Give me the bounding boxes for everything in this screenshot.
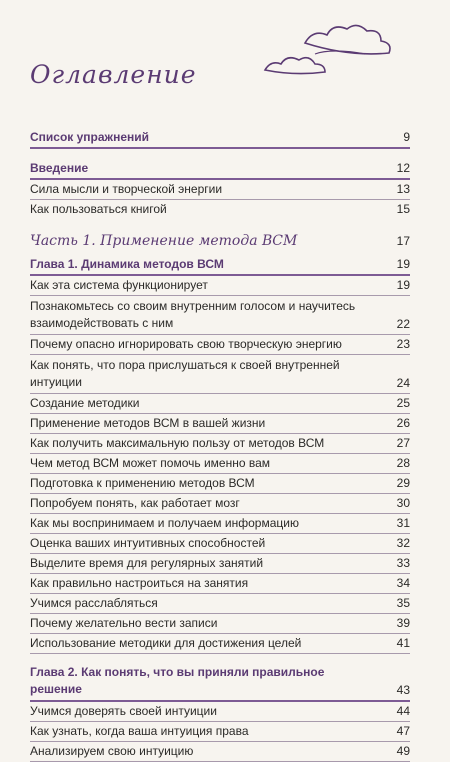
toc-entry-exercises[interactable] <box>30 128 410 149</box>
toc-entry-label: Как правильно настроиться на занятия <box>30 576 249 590</box>
toc-entry-label: Почему опасно игнорировать свою творческую энергию <box>30 337 342 351</box>
toc-entry[interactable] <box>30 276 410 296</box>
toc-entry-page: 13 <box>396 182 410 196</box>
toc-entry-label: Использование методики для достижения целей <box>30 636 302 650</box>
toc-entry-label: Как понять, что пора прислушаться к своей внутренней интуиции <box>30 358 340 389</box>
toc-entry-label: Выделите время для регулярных занятий <box>30 556 264 570</box>
toc-entry-page: 32 <box>396 536 410 550</box>
toc-entry-page: 28 <box>396 456 410 470</box>
toc-entry[interactable] <box>30 514 410 534</box>
toc-entry[interactable] <box>30 414 410 434</box>
table-of-contents <box>30 128 410 762</box>
cloud-doodle <box>245 8 445 88</box>
toc-entry-label: Как получить максимальную пользу от методов ВСМ <box>30 436 325 450</box>
toc-entry-page: 22 <box>396 317 410 331</box>
toc-entry[interactable] <box>30 296 410 335</box>
toc-entry-label: Создание методики <box>30 396 140 410</box>
toc-entry-label: Анализируем свою интуицию <box>30 744 194 758</box>
toc-entry-label: Подготовка к применению методов ВСМ <box>30 476 255 490</box>
toc-entry[interactable] <box>30 702 410 722</box>
toc-entry-label: Список упражнений <box>30 130 149 144</box>
toc-entry[interactable] <box>30 574 410 594</box>
toc-entry[interactable] <box>30 180 410 200</box>
toc-entry-page: 30 <box>396 496 410 510</box>
toc-entry[interactable] <box>30 594 410 614</box>
toc-part-page: 17 <box>396 234 410 248</box>
toc-entry[interactable] <box>30 394 410 414</box>
toc-entry-page: 34 <box>396 576 410 590</box>
toc-entry[interactable] <box>30 434 410 454</box>
toc-entry-label: Учимся доверять своей интуиции <box>30 704 217 718</box>
toc-chapter-1[interactable] <box>30 255 410 276</box>
toc-entry-label: Сила мысли и творческой энергии <box>30 182 223 196</box>
toc-entry[interactable] <box>30 494 410 514</box>
toc-entry[interactable] <box>30 634 410 654</box>
toc-entry-label: Попробуем понять, как работает мозг <box>30 496 240 510</box>
page-title: Оглавление <box>30 60 197 89</box>
toc-entry-page: 26 <box>396 416 410 430</box>
toc-entry[interactable] <box>30 722 410 742</box>
toc-entry-page: 19 <box>396 278 410 292</box>
toc-entry-label: Введение <box>30 161 89 175</box>
toc-chapter-label: Глава 1. Динамика методов ВСМ <box>30 257 224 271</box>
toc-chapter-page: 43 <box>396 683 410 697</box>
toc-entry-label: Как мы воспринимаем и получаем информацию <box>30 516 299 530</box>
toc-entry-page: 12 <box>396 161 410 175</box>
toc-entry[interactable] <box>30 554 410 574</box>
toc-entry-label: Почему желательно вести записи <box>30 616 218 630</box>
toc-chapter-label: Глава 2. Как понять, что вы приняли правильное решение <box>30 665 325 696</box>
toc-entry-page: 23 <box>396 337 410 351</box>
toc-entry[interactable] <box>30 474 410 494</box>
toc-entry-label: Как эта система функционирует <box>30 278 208 292</box>
toc-part-1[interactable] <box>30 233 410 249</box>
toc-entry-page: 25 <box>396 396 410 410</box>
toc-entry-label: Как пользоваться книгой <box>30 202 167 216</box>
toc-entry-page: 41 <box>396 636 410 650</box>
toc-entry-page: 47 <box>396 724 410 738</box>
toc-entry[interactable] <box>30 614 410 634</box>
toc-entry-page: 49 <box>396 744 410 758</box>
toc-entry-label: Чем метод ВСМ может помочь именно вам <box>30 456 270 470</box>
toc-entry[interactable] <box>30 355 410 394</box>
toc-entry-label: Как узнать, когда ваша интуиция права <box>30 724 249 738</box>
toc-entry-label: Применение методов ВСМ в вашей жизни <box>30 416 266 430</box>
toc-entry-page: 33 <box>396 556 410 570</box>
toc-entry[interactable] <box>30 454 410 474</box>
toc-entry-label: Познакомьтесь со своим внутренним голосом и научитесь взаимодействовать с ним <box>30 299 356 330</box>
toc-part-label: Часть 1. Применение метода ВСМ <box>30 233 298 249</box>
toc-entry-page: 39 <box>396 616 410 630</box>
toc-entry[interactable] <box>30 200 410 219</box>
toc-entry-page: 24 <box>396 376 410 390</box>
toc-entry[interactable] <box>30 534 410 554</box>
toc-chapter-2[interactable] <box>30 662 410 702</box>
toc-entry-page: 27 <box>396 436 410 450</box>
toc-entry-page: 9 <box>403 130 410 144</box>
toc-entry-page: 29 <box>396 476 410 490</box>
toc-entry-page: 15 <box>396 202 410 216</box>
toc-entry-page: 31 <box>396 516 410 530</box>
toc-entry-label: Учимся расслабляться <box>30 596 158 610</box>
toc-entry-intro[interactable] <box>30 159 410 180</box>
toc-entry-page: 44 <box>396 704 410 718</box>
toc-entry[interactable] <box>30 335 410 355</box>
toc-entry-page: 35 <box>396 596 410 610</box>
toc-entry-label: Оценка ваших интуитивных способностей <box>30 536 266 550</box>
toc-chapter-page: 19 <box>396 257 410 271</box>
toc-entry[interactable] <box>30 742 410 762</box>
